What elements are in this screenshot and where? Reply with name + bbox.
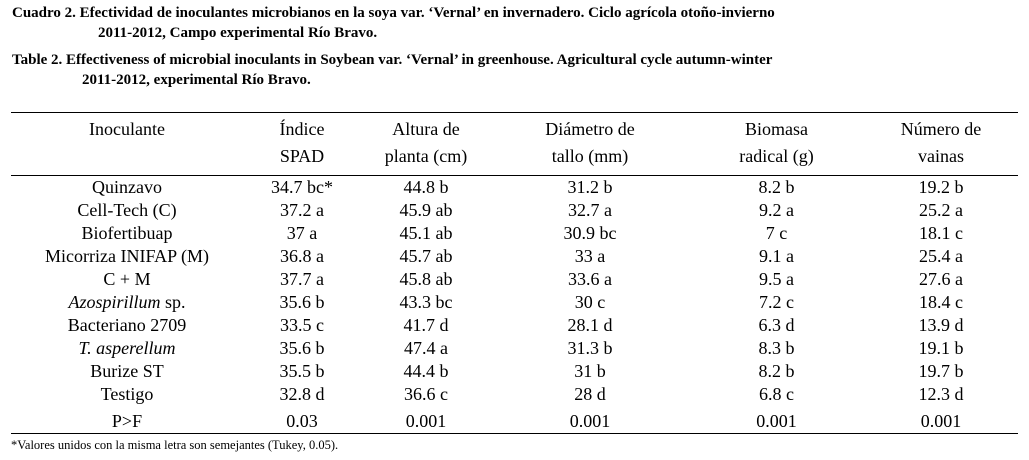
header-line1: Inoculante (89, 119, 165, 139)
cell-spad: 35.5 b (279, 361, 325, 381)
footnote: *Valores unidos con la misma letra son semejantes (Tukey, 0.05). (11, 438, 339, 452)
cell-altura: 44.8 b (403, 177, 449, 197)
cell-altura: 45.9 ab (399, 200, 453, 220)
caption-spanish-line2: 2011-2012, Campo experimental Río Bravo. (98, 25, 378, 41)
header-diametro (491, 114, 689, 174)
cell-altura: 41.7 d (403, 315, 449, 335)
cell-altura: 45.1 ab (399, 223, 453, 243)
caption-english-line2: 2011-2012, experimental Río Bravo. (82, 72, 311, 88)
cell-diametro: 31.3 b (567, 338, 613, 358)
table-row (11, 268, 1018, 291)
cell-pf-spad: 0.03 (286, 411, 318, 431)
cell-vainas: 19.1 b (918, 338, 964, 358)
header-line2: planta (cm) (384, 146, 468, 166)
cell-biomasa: 8.3 b (758, 338, 795, 358)
header-line2: SPAD (279, 146, 325, 166)
cell-vainas: 19.7 b (918, 361, 964, 381)
cell-pf-diametro: 0.001 (569, 411, 611, 431)
cell-inoculante: Quinzavo (92, 177, 162, 197)
table-top-rule (11, 112, 1018, 113)
cell-vainas: 13.9 d (918, 315, 964, 335)
cell-vainas: 18.4 c (919, 292, 963, 312)
cell-spad: 36.8 a (280, 246, 324, 266)
caption-english-line1: Table 2. Effectiveness of microbial inoculants in Soybean var. ‘Vernal’ in greenhouse. Agricultural cycle autumn-winter (12, 52, 773, 68)
cell-pf-biomasa: 0.001 (756, 411, 797, 431)
cell-biomasa: 8.2 b (758, 361, 795, 381)
cell-diametro: 28 d (574, 384, 606, 404)
cell-biomasa: 7.2 c (759, 292, 794, 312)
table-row (11, 337, 1018, 360)
inoculante-italic-name: Azospirillum (68, 292, 161, 312)
cell-biomasa: 6.8 c (759, 384, 794, 404)
cell-biomasa: 6.3 d (758, 315, 795, 335)
cell-spad: 37 a (286, 223, 318, 243)
cell-biomasa: 9.1 a (759, 246, 794, 266)
cell-diametro: 28.1 d (567, 315, 613, 335)
cell-spad: 34.7 bc* (271, 177, 333, 197)
cell-spad: 37.2 a (280, 200, 324, 220)
cell-inoculante (11, 337, 243, 360)
cell-altura: 44.4 b (403, 361, 449, 381)
cell-inoculante (11, 291, 243, 314)
table-row (11, 383, 1018, 406)
cell-diametro: 32.7 a (568, 200, 612, 220)
cell-biomasa: 9.2 a (759, 200, 794, 220)
table-row (11, 291, 1018, 314)
cell-biomasa: 9.5 a (759, 269, 794, 289)
cell-vainas: 18.1 c (919, 223, 963, 243)
cell-altura: 36.6 c (404, 384, 448, 404)
cell-inoculante: Burize ST (90, 361, 164, 381)
table-row (11, 360, 1018, 383)
cell-inoculante: Cell-Tech (C) (77, 200, 177, 220)
header-line2: vainas (918, 146, 964, 166)
cell-spad: 37.7 a (280, 269, 324, 289)
header-line1: Altura de (392, 119, 460, 139)
cell-spad: 35.6 b (279, 292, 325, 312)
header-line2: tallo (mm) (551, 146, 629, 166)
cell-diametro: 30.9 bc (563, 223, 617, 243)
caption-spanish (12, 3, 775, 43)
table-header-row (11, 114, 1018, 174)
cell-inoculante: Testigo (100, 384, 154, 404)
cell-diametro: 33.6 a (568, 269, 612, 289)
header-line2: radical (g) (739, 146, 814, 166)
header-vainas (864, 114, 1018, 174)
cell-altura: 45.7 ab (399, 246, 453, 266)
cell-diametro: 33 a (574, 246, 606, 266)
header-line1: Biomasa (745, 119, 808, 139)
cell-diametro: 30 c (574, 292, 606, 312)
cell-diametro: 31.2 b (567, 177, 613, 197)
cell-spad: 32.8 d (279, 384, 325, 404)
table-row (11, 174, 1018, 199)
cell-vainas: 19.2 b (918, 177, 964, 197)
cell-altura: 43.3 bc (399, 292, 453, 312)
cell-vainas: 25.2 a (919, 200, 963, 220)
cell-inoculante: Bacteriano 2709 (67, 315, 187, 335)
cell-altura: 47.4 a (404, 338, 448, 358)
cell-diametro: 31 b (574, 361, 606, 381)
table-row-pf (11, 406, 1018, 434)
cell-vainas: 27.6 a (919, 269, 963, 289)
caption-english (12, 50, 772, 90)
table-row (11, 245, 1018, 268)
header-inoculante (11, 114, 243, 174)
inoculante-name-suffix: sp. (160, 292, 186, 312)
header-line1: Índice (279, 119, 325, 139)
cell-biomasa: 7 c (765, 223, 788, 243)
table-body (11, 174, 1018, 434)
table-row (11, 314, 1018, 337)
cell-altura: 45.8 ab (399, 269, 453, 289)
header-spad (243, 114, 361, 174)
inoculante-italic-name: T. asperellum (78, 338, 176, 358)
cell-spad: 35.6 b (279, 338, 325, 358)
table-row (11, 222, 1018, 245)
cell-pf-vainas: 0.001 (920, 411, 962, 431)
cell-pf-altura: 0.001 (405, 411, 447, 431)
table-row (11, 199, 1018, 222)
cell-inoculante: C + M (103, 269, 151, 289)
results-table (11, 114, 1018, 434)
caption-spanish-line1: Cuadro 2. Efectividad de inoculantes microbianos en la soya var. ‘Vernal’ en invernadero. Ciclo agrícola otoño-invierno (12, 5, 775, 21)
cell-spad: 33.5 c (280, 315, 324, 335)
cell-inoculante: Biofertibuap (81, 223, 173, 243)
header-biomasa (689, 114, 864, 174)
cell-vainas: 25.4 a (919, 246, 963, 266)
header-line1: Diámetro de (545, 119, 635, 139)
cell-pf-label: P>F (111, 411, 143, 431)
cell-vainas: 12.3 d (918, 384, 964, 404)
header-line1: Número de (900, 119, 982, 139)
header-altura (361, 114, 491, 174)
cell-biomasa: 8.2 b (758, 177, 795, 197)
cell-inoculante: Micorriza INIFAP (M) (45, 246, 209, 266)
